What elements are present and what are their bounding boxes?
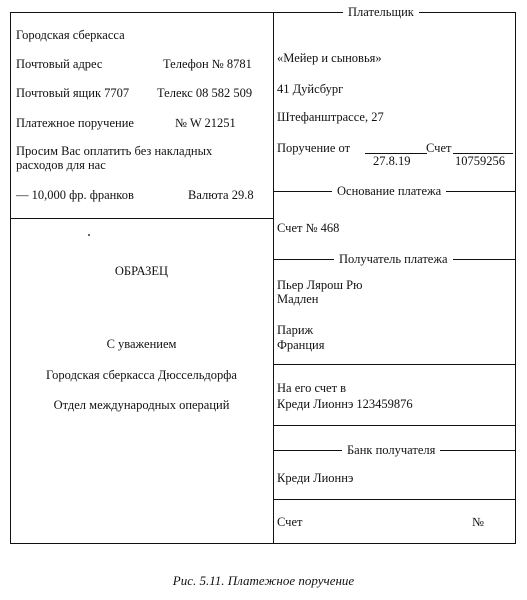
payer-city: 41 Дуйсбург <box>277 82 344 96</box>
order-label: Платежное поручение <box>16 116 134 130</box>
account-line-divider <box>273 425 516 426</box>
recipient-city: Париж <box>277 323 314 337</box>
recipient-inner-divider <box>273 364 516 365</box>
payment-order-form <box>10 5 516 544</box>
basis-header: Основание платежа <box>332 185 446 198</box>
left-section-divider <box>10 218 273 219</box>
payer-header: Плательщик <box>343 6 419 19</box>
recipient-bank-name: Креди Лионнэ <box>277 471 354 485</box>
payer-account: 10759256 <box>455 154 505 168</box>
recipient-name-2: Мадлен <box>277 292 319 306</box>
frame-right <box>515 12 516 544</box>
payer-street: Штефанштрассе, 27 <box>277 110 384 124</box>
request-line-2: расходов для нас <box>16 158 106 172</box>
regards: С уважением <box>106 337 177 351</box>
to-account-label: На его счет в <box>277 381 347 395</box>
request-line-1: Просим Вас оплатить без накладных <box>16 144 213 158</box>
phone: Телефон № 8781 <box>163 57 252 71</box>
order-date: 27.8.19 <box>373 154 411 168</box>
telex: Телекс 08 582 509 <box>157 86 253 100</box>
postal-address-label: Почтовый адрес <box>16 57 103 71</box>
frame-bottom <box>10 543 516 544</box>
recipient-bank-account: Креди Лионнэ 123459876 <box>277 397 413 411</box>
recipient-country: Франция <box>277 338 325 352</box>
figure-caption: Рис. 5.11. Платежное поручение <box>172 573 355 588</box>
currency-date: Валюта 29.8 <box>188 188 254 202</box>
recipient-name-1: Пьер Лярош Рю <box>277 278 363 292</box>
number-sign: № <box>472 515 484 529</box>
order-from-label: Поручение от <box>277 141 351 155</box>
bank-name: Городская сберкасса <box>16 28 125 42</box>
recipient-bank-header: Банк получателя <box>342 444 440 457</box>
ink-dot <box>88 234 90 236</box>
order-number: № W 21251 <box>175 116 236 130</box>
basis-invoice: Счет № 468 <box>277 221 340 235</box>
payer-account-label: Счет <box>426 141 452 155</box>
payer-name: «Мейер и сыновья» <box>277 51 382 65</box>
department: Отдел международных операций <box>53 398 230 412</box>
frame-top-left <box>10 12 273 13</box>
recipient-bank-inner-divider <box>273 499 516 500</box>
sample-stamp: ОБРАЗЕЦ <box>114 264 169 278</box>
frame-left <box>10 12 11 544</box>
recipient-bank-account-label: Счет <box>277 515 303 529</box>
column-divider <box>273 12 274 544</box>
amount: — 10,000 фр. франков <box>16 188 134 202</box>
recipient-header: Получатель платежа <box>334 253 453 266</box>
bank-full-name: Городская сберкасса Дюссельдорфа <box>46 368 237 382</box>
po-box: Почтовый ящик 7707 <box>16 86 130 100</box>
